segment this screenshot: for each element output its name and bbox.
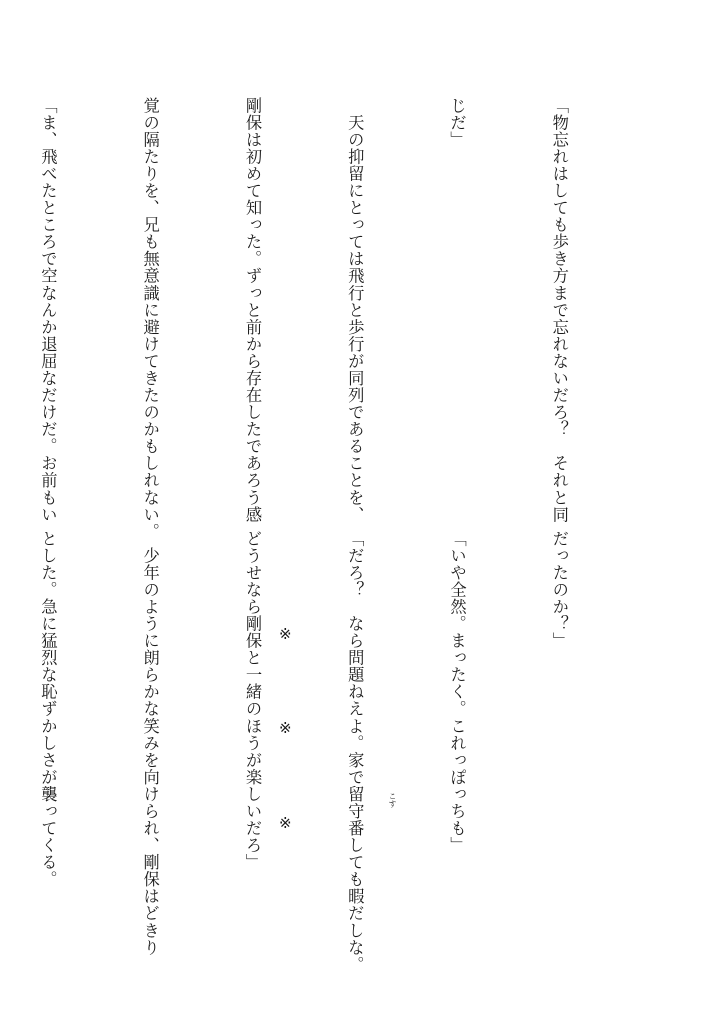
- text-line: 「だろ？ なら問題ねえよ。家で留守番しても暇だしな。: [345, 530, 365, 974]
- upper-text-block: [0, 97, 644, 541]
- text-line: だったのか？」: [549, 530, 569, 650]
- text-line: 天の抑留にとっては飛行と歩行が同列であることを、: [345, 97, 365, 523]
- text-line: じだ」: [447, 97, 467, 149]
- section-break-mark: ※: [279, 814, 292, 832]
- text-line: 少年のように朗らかな笑みを向けられ、剛保はどきり: [140, 530, 160, 956]
- text-line: 覚の隔たりを、兄も無意識に避けてきたのかもしれない。: [140, 97, 160, 541]
- section-break-mark: ※: [279, 625, 292, 643]
- text-line: どうせなら剛保と一緒のほうが楽しいだろ」: [242, 530, 262, 871]
- text-line: 「ま、飛べたところで空なんか退屈なだけだ。お前もい: [38, 97, 58, 523]
- text-line: 「いや全然。まったく。これっぽっちも」: [447, 530, 467, 854]
- text-line: 剛保は初めて知った。ずっと前から存在したであろう感: [242, 97, 262, 523]
- text-line: とした。急に猛烈な恥ずかしさが襲ってくる。: [38, 530, 58, 888]
- section-break-mark: ※: [279, 719, 292, 737]
- ruby-annotation: こす: [388, 792, 397, 808]
- lower-text-block: [0, 530, 644, 974]
- text-line: 「物忘れはしても歩き方まで忘れないだろ？ それと同: [549, 97, 569, 523]
